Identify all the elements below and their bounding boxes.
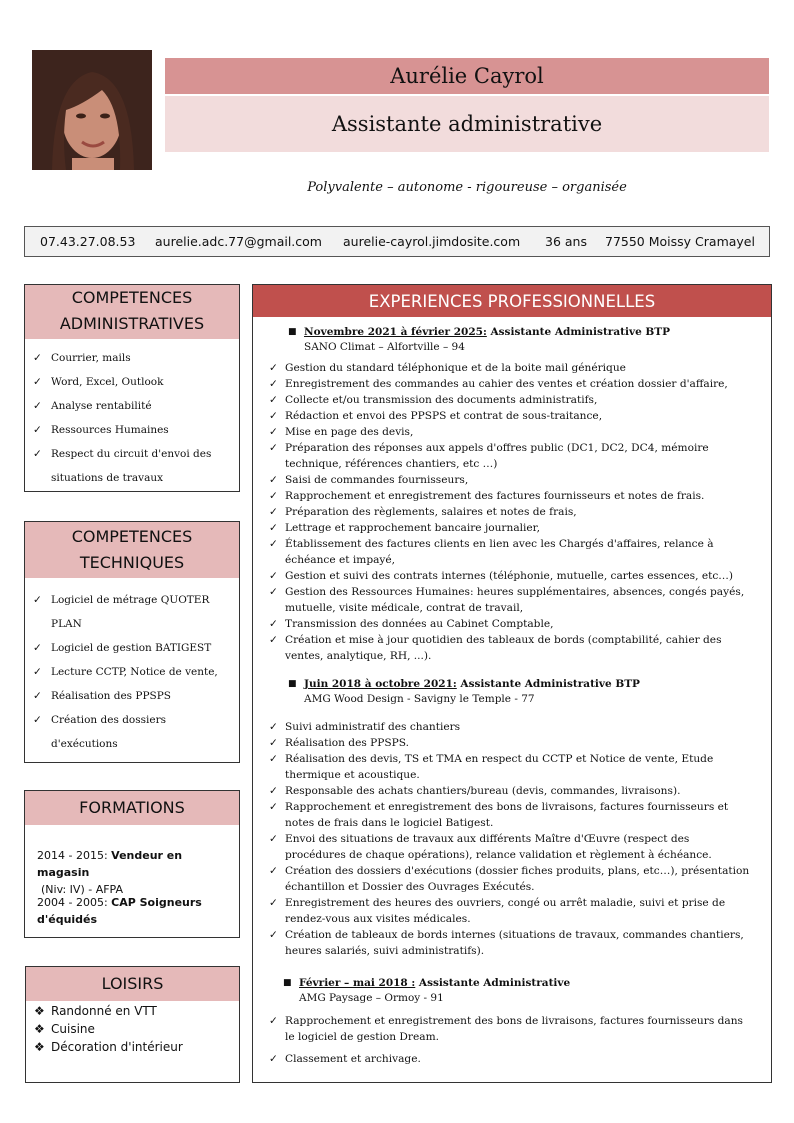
task-item <box>269 376 753 392</box>
age: 36 ans <box>545 234 587 249</box>
task-text: Gestion des Ressources Humaines: heures supplémentaires, absences, congés payés, mutuelle, visite médicale, contrat de travail, <box>285 586 745 614</box>
check-icon: ✓ <box>269 506 278 518</box>
task-text: Suivi administratif des chantiers <box>285 721 461 733</box>
competences-admin-list <box>33 346 233 490</box>
check-icon: ✓ <box>269 410 278 422</box>
job-tasks <box>269 360 753 664</box>
heading-line: TECHNIQUES <box>79 553 185 572</box>
formation-entry <box>37 847 231 898</box>
check-icon: ✓ <box>33 666 42 678</box>
task-item <box>269 536 753 568</box>
portrait-image <box>32 50 152 170</box>
list-item <box>33 588 233 636</box>
task-item <box>269 392 753 408</box>
task-item <box>269 584 753 616</box>
formation-entry <box>37 894 231 928</box>
task-item <box>269 520 753 536</box>
item-text: Cuisine <box>51 1022 95 1036</box>
task-text: Responsable des achats chantiers/bureau (devis, commandes, livraisons). <box>285 785 681 797</box>
task-item <box>269 472 753 488</box>
competences-admin-heading <box>25 285 239 339</box>
diamond-bullet-icon: ❖ <box>34 1022 45 1036</box>
check-icon: ✓ <box>269 378 278 390</box>
item-text: Logiciel de métrage QUOTER PLAN <box>51 594 210 630</box>
job-period: Février – mai 2018 : <box>299 977 416 989</box>
check-icon: ✓ <box>269 833 278 845</box>
task-text: Préparation des règlements, salaires et notes de frais, <box>285 506 577 518</box>
check-icon: ✓ <box>269 474 278 486</box>
task-text: Rédaction et envoi des PPSPS et contrat de sous-traitance, <box>285 410 603 422</box>
heading-line: COMPETENCES <box>71 527 193 546</box>
check-icon: ✓ <box>269 929 278 941</box>
list-item <box>34 1038 233 1056</box>
item-text: Respect du circuit d'envoi des situations de travaux <box>51 448 212 484</box>
task-text: Mise en page des devis, <box>285 426 414 438</box>
check-icon: ✓ <box>269 394 278 406</box>
list-item <box>33 394 233 418</box>
formations-heading: FORMATIONS <box>25 791 239 825</box>
phone-number[interactable]: 07.43.27.08.53 <box>40 234 136 249</box>
job-header <box>288 325 744 355</box>
task-item <box>269 504 753 520</box>
list-item <box>33 346 233 370</box>
check-icon: ✓ <box>269 586 278 598</box>
job-header <box>288 677 744 707</box>
task-item <box>269 568 753 584</box>
loisirs-heading: LOISIRS <box>26 967 239 1001</box>
task-text: Réalisation des devis, TS et TMA en respect du CCTP et Notice de vente, Etude thermique et acoustique. <box>285 753 714 781</box>
job-role: Assistante Administrative BTP <box>486 326 670 338</box>
check-icon: ✓ <box>33 690 42 702</box>
task-text: Lettrage et rapprochement bancaire journalier, <box>285 522 540 534</box>
job-tasks <box>269 719 753 959</box>
item-text: Randonné en VTT <box>51 1004 157 1018</box>
check-icon: ✓ <box>269 865 278 877</box>
formation-detail: (Niv: IV) - AFPA <box>41 883 124 896</box>
job-period: Juin 2018 à octobre 2021: <box>304 678 457 690</box>
list-item <box>33 636 233 660</box>
task-item <box>269 831 753 863</box>
experiences-heading: EXPERIENCES PROFESSIONNELLES <box>253 285 771 317</box>
task-text: Saisi de commandes fournisseurs, <box>285 474 469 486</box>
competences-admin-box <box>24 284 240 492</box>
task-item <box>269 783 753 799</box>
list-item <box>33 418 233 442</box>
item-text: Réalisation des PPSPS <box>51 690 171 702</box>
job-role: Assistante Administrative BTP <box>456 678 640 690</box>
task-item <box>269 799 753 831</box>
competences-tech-heading <box>25 522 239 578</box>
task-item <box>269 1051 753 1067</box>
job-company: SANO Climat – Alfortville – 94 <box>304 341 465 353</box>
task-item <box>269 895 753 927</box>
task-text: Rapprochement et enregistrement des bons de livraisons, factures fournisseurs dans le logiciel de gestion Dream. <box>285 1015 743 1043</box>
check-icon: ✓ <box>269 442 278 454</box>
task-item <box>269 719 753 735</box>
loisirs-list <box>34 1002 233 1056</box>
location: 77550 Moissy Cramayel <box>605 234 755 249</box>
list-item <box>34 1002 233 1020</box>
diamond-bullet-icon: ❖ <box>34 1004 45 1018</box>
square-bullet-icon: ■ <box>283 978 292 988</box>
profile-photo <box>32 50 152 170</box>
formations-box <box>24 790 240 938</box>
heading-line: ADMINISTRATIVES <box>59 314 205 333</box>
website-link[interactable]: aurelie-cayrol.jimdosite.com <box>343 234 521 249</box>
task-item <box>269 863 753 895</box>
tagline: Polyvalente – autonome - rigoureuse – organisée <box>307 180 627 195</box>
diamond-bullet-icon: ❖ <box>34 1040 45 1054</box>
competences-tech-box <box>24 521 240 763</box>
task-text: Transmission des données au Cabinet Comptable, <box>285 618 554 630</box>
task-text: Rapprochement et enregistrement des factures fournisseurs et notes de frais. <box>285 490 705 502</box>
task-text: Création de tableaux de bords internes (situations de travaux, commandes chantiers, heures salariés, suivi administratifs). <box>285 929 744 957</box>
check-icon: ✓ <box>33 400 42 412</box>
check-icon: ✓ <box>269 570 278 582</box>
check-icon: ✓ <box>269 897 278 909</box>
job-period: Novembre 2021 à février 2025: <box>304 326 487 338</box>
list-item <box>33 442 233 490</box>
check-icon: ✓ <box>269 753 278 765</box>
item-text: Création des dossiers d'exécutions <box>51 714 166 750</box>
check-icon: ✓ <box>269 426 278 438</box>
square-bullet-icon: ■ <box>288 327 297 337</box>
task-item <box>269 735 753 751</box>
list-item <box>33 370 233 394</box>
task-text: Gestion et suivi des contrats internes (téléphonie, mutuelle, cartes essences, etc…) <box>285 570 733 582</box>
check-icon: ✓ <box>33 594 42 606</box>
list-item <box>33 684 233 708</box>
formation-name: Vendeur en magasin <box>37 849 183 879</box>
task-item <box>269 1013 753 1045</box>
formation-years: 2004 - 2005: <box>37 896 112 909</box>
item-text: Décoration d'intérieur <box>51 1040 183 1054</box>
task-item <box>269 488 753 504</box>
check-icon: ✓ <box>269 362 278 374</box>
competences-tech-list <box>33 588 233 756</box>
job-tasks <box>269 1013 753 1073</box>
check-icon: ✓ <box>33 352 42 364</box>
contact-bar <box>24 226 770 257</box>
check-icon: ✓ <box>269 737 278 749</box>
task-text: Enregistrement des heures des ouvriers, congé ou arrêt maladie, suivi et prise de rendez-vous aux visites médicales. <box>285 897 726 925</box>
job-title: Assistante administrative <box>165 96 769 152</box>
check-icon: ✓ <box>269 538 278 550</box>
task-text: Établissement des factures clients en lien avec les Chargés d'affaires, relance à échéance et impayé, <box>285 538 714 566</box>
loisirs-box <box>25 966 240 1083</box>
formation-name: CAP Soigneurs d'équidés <box>37 896 202 926</box>
item-text: Courrier, mails <box>51 352 131 364</box>
check-icon: ✓ <box>269 801 278 813</box>
job-role: Assistante Administrative <box>415 977 571 989</box>
check-icon: ✓ <box>33 424 42 436</box>
check-icon: ✓ <box>269 721 278 733</box>
task-text: Gestion du standard téléphonique et de la boite mail générique <box>285 362 626 374</box>
list-item <box>34 1020 233 1038</box>
check-icon: ✓ <box>269 490 278 502</box>
candidate-name: Aurélie Cayrol <box>165 58 769 94</box>
item-text: Lecture CCTP, Notice de vente, <box>51 666 218 678</box>
list-item <box>33 660 233 684</box>
experiences-box <box>252 284 772 1083</box>
task-item <box>269 927 753 959</box>
check-icon: ✓ <box>33 714 42 726</box>
task-text: Création et mise à jour quotidien des tableaux de bords (comptabilité, cahier des ventes, analytique, RH, ...). <box>285 634 722 662</box>
task-text: Enregistrement des commandes au cahier des ventes et création dossier d'affaire, <box>285 378 728 390</box>
task-item <box>269 424 753 440</box>
task-item <box>269 408 753 424</box>
check-icon: ✓ <box>269 634 278 646</box>
task-text: Classement et archivage. <box>285 1053 421 1065</box>
item-text: Ressources Humaines <box>51 424 169 436</box>
task-text: Création des dossiers d'exécutions (dossier fiches produits, plans, etc…), présentation échantillon et Dossier des Ouvrages Exécutés. <box>285 865 750 893</box>
check-icon: ✓ <box>269 785 278 797</box>
check-icon: ✓ <box>269 618 278 630</box>
task-text: Préparation des réponses aux appels d'offres public (DC1, DC2, DC4, mémoire technique, références chantiers, etc …) <box>285 442 709 470</box>
check-icon: ✓ <box>269 1015 278 1027</box>
task-text: Rapprochement et enregistrement des bons de livraisons, factures fournisseurs et notes de frais dans le logiciel Batigest. <box>285 801 729 829</box>
task-text: Collecte et/ou transmission des documents administratifs, <box>285 394 598 406</box>
task-item <box>269 632 753 664</box>
task-item <box>269 360 753 376</box>
job-company: AMG Paysage – Ormoy - 91 <box>299 992 444 1004</box>
check-icon: ✓ <box>33 376 42 388</box>
email-address[interactable]: aurelie.adc.77@gmail.com <box>155 234 322 249</box>
job-header <box>283 976 739 1006</box>
heading-line: COMPETENCES <box>71 288 193 307</box>
check-icon: ✓ <box>33 642 42 654</box>
task-item <box>269 440 753 472</box>
check-icon: ✓ <box>33 448 42 460</box>
item-text: Logiciel de gestion BATIGEST <box>51 642 212 654</box>
list-item <box>33 708 233 756</box>
task-text: Réalisation des PPSPS. <box>285 737 410 749</box>
task-item <box>269 751 753 783</box>
task-item <box>269 616 753 632</box>
job-company: AMG Wood Design - Savigny le Temple - 77 <box>304 693 535 705</box>
task-text: Envoi des situations de travaux aux différents Maître d'Œuvre (respect des procédures de chaque opérations), relance validation et règlement à échéance. <box>285 833 712 861</box>
item-text: Analyse rentabilité <box>51 400 152 412</box>
formation-years: 2014 - 2015: <box>37 849 112 862</box>
check-icon: ✓ <box>269 1053 278 1065</box>
item-text: Word, Excel, Outlook <box>51 376 164 388</box>
square-bullet-icon: ■ <box>288 679 297 689</box>
check-icon: ✓ <box>269 522 278 534</box>
